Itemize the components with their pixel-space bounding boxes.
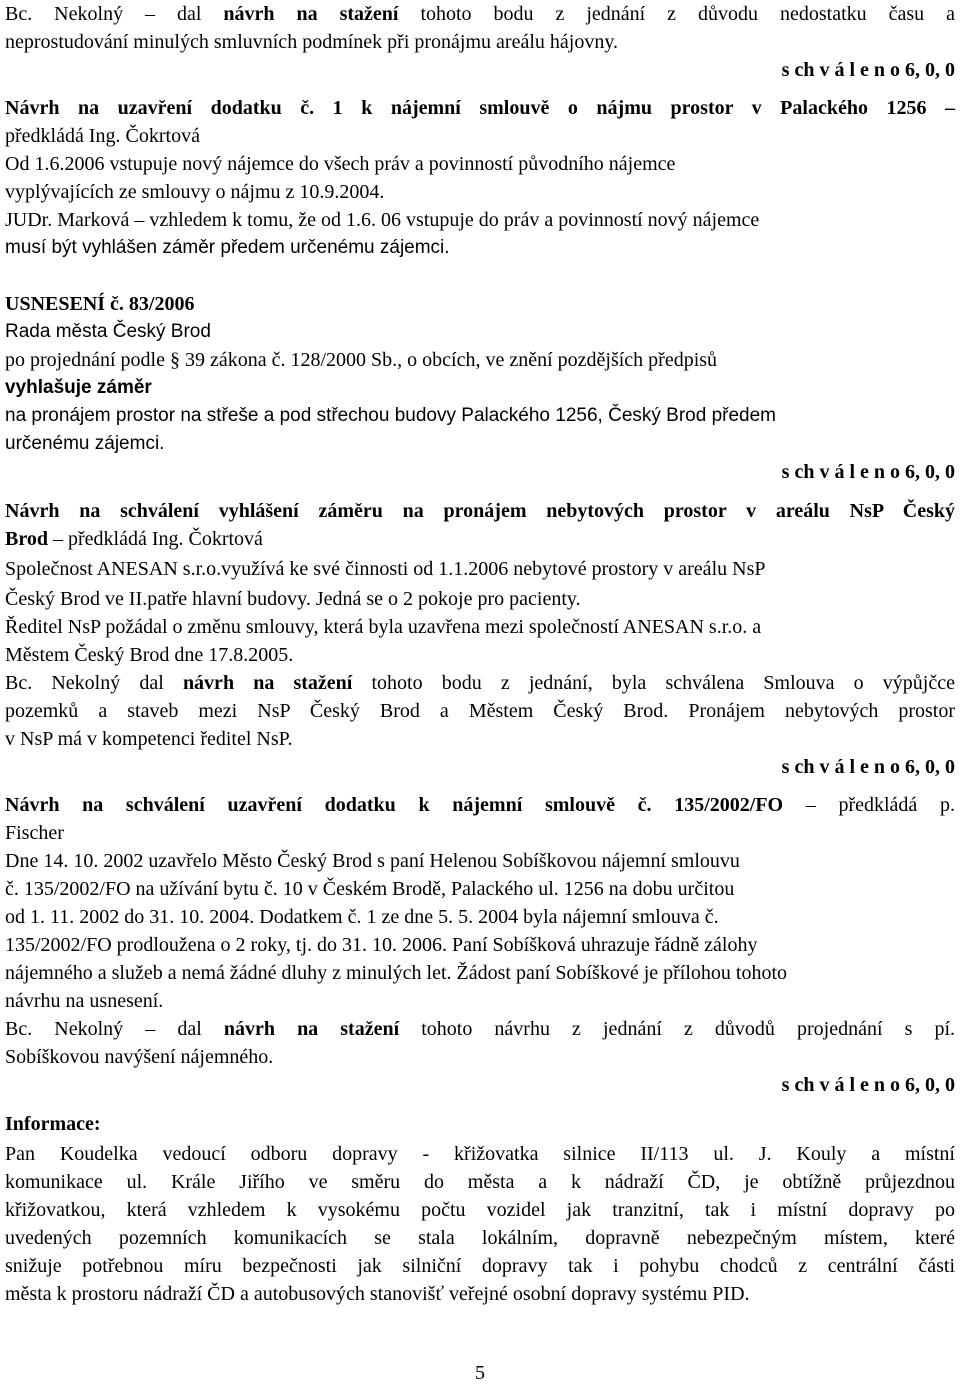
text-line: Rada města Český Brod — [5, 321, 211, 342]
text-line: neprostudování minulých smluvních podmínek při pronájmu areálu hájovny. — [5, 31, 619, 53]
text-line: pozemků a staveb mezi NsP Český Brod a Městem Český Brod. Pronájem nebytových prostor — [5, 700, 955, 722]
text-line: v NsP má v kompetenci ředitel NsP. — [5, 728, 293, 750]
text-line: vyplývajících ze smlouvy o nájmu z 10.9.2004. — [5, 181, 385, 203]
text-line: určenému zájemci. — [5, 433, 165, 454]
text-line: Bc. Nekolný – dal návrh na stažení tohoto bodu z jednání z důvodu nedostatku času a — [5, 3, 955, 25]
text-line: 135/2002/FO prodloužena o 2 roky, tj. do 31. 10. 2006. Paní Sobíšková uhrazuje řádně zálohy — [5, 934, 758, 956]
text-line: Bc. Nekolný – dal návrh na stažení tohoto návrhu z jednání z důvodů projednání s pí. — [5, 1018, 956, 1040]
text-line: Městem Český Brod dne 17.8.2005. — [5, 644, 294, 666]
text-line: nájemného a služeb a nemá žádné dluhy z minulých let. Žádost paní Sobíškové je přílohou tohoto — [5, 962, 788, 984]
text-line: Pan Koudelka vedoucí odboru dopravy - křižovatka silnice II/113 ul. J. Kouly a místní — [5, 1143, 955, 1165]
text-line: předkládá Ing. Čokrtová — [5, 125, 200, 147]
text-line: Brod – předkládá Ing. Čokrtová — [5, 528, 263, 550]
text-line: Fischer — [5, 822, 64, 844]
text-line: musí být vyhlášen záměr předem určenému zájemci. — [5, 237, 450, 258]
text-line: návrhu na usnesení. — [5, 990, 164, 1012]
approval-line: s ch v á l e n o 6, 0, 0 — [781, 59, 955, 81]
section-heading: Informace: — [5, 1113, 101, 1135]
text-line: Od 1.6.2006 vstupuje nový nájemce do všech práv a povinností původního nájemce — [5, 153, 676, 175]
text-line: Český Brod ve II.patře hlavní budovy. Jedná se o 2 pokoje pro pacienty. — [5, 588, 581, 610]
text-line: města k prostoru nádraží ČD a autobusových stanovišť veřejné osobní dopravy systému PID. — [5, 1283, 750, 1305]
text-line: Bc. Nekolný dal návrh na stažení tohoto bodu z jednání, byla schválena Smlouva o výpůjčce — [5, 672, 955, 694]
section-heading: Návrh na schválení vyhlášení záměru na pronájem nebytových prostor v areálu NsP Český — [5, 500, 955, 522]
text-line: Sobíškovou navýšení nájemného. — [5, 1046, 274, 1068]
section-heading: Návrh na uzavření dodatku č. 1 k nájemní smlouvě o nájmu prostor v Palackého 1256 – — [5, 97, 955, 119]
text-line: Společnost ANESAN s.r.o.využívá ke své činnosti od 1.1.2006 nebytové prostory v areálu NsP — [5, 558, 766, 580]
page-number: 5 — [475, 1362, 485, 1384]
section-heading: Návrh na schválení uzavření dodatku k nájemní smlouvě č. 135/2002/FO – předkládá p. — [5, 794, 955, 816]
text-line: od 1. 11. 2002 do 31. 10. 2004. Dodatkem č. 1 ze dne 5. 5. 2004 byla nájemní smlouva č. — [5, 906, 719, 928]
approval-line: s ch v á l e n o 6, 0, 0 — [781, 461, 955, 483]
text-line: vyhlašuje záměr — [5, 377, 152, 398]
approval-line: s ch v á l e n o 6, 0, 0 — [781, 1074, 955, 1096]
text-line: Dne 14. 10. 2002 uzavřelo Město Český Brod s paní Helenou Sobíškovou nájemní smlouvu — [5, 850, 740, 872]
text-line: č. 135/2002/FO na užívání bytu č. 10 v Českém Brodě, Palackého ul. 1256 na dobu určitou — [5, 878, 735, 900]
resolution-number: USNESENÍ č. 83/2006 — [5, 293, 195, 315]
approval-line: s ch v á l e n o 6, 0, 0 — [781, 756, 955, 778]
text-line: po projednání podle § 39 zákona č. 128/2000 Sb., o obcích, ve znění pozdějších předpisů — [5, 349, 718, 371]
text-line: snižuje potřebnou míru bezpečnosti jak silniční dopravy tak i pohybu chodců z centrální části — [5, 1255, 955, 1277]
text-line: Ředitel NsP požádal o změnu smlouvy, která byla uzavřena mezi společností ANESAN s.r.o. a — [5, 616, 762, 638]
text-line: JUDr. Marková – vzhledem k tomu, že od 1.6. 06 vstupuje do práv a povinností nový nájemce — [5, 209, 760, 231]
text-line: komunikace ul. Krále Jiřího ve směru do města a k nádraží ČD, je obtížně průjezdnou — [5, 1171, 955, 1193]
text-line: křižovatkou, která vzhledem k vysokému počtu vozidel jak tranzitní, tak i místní dopravy po — [5, 1199, 955, 1221]
text-line: uvedených pozemních komunikacích se stala lokálním, dopravně nebezpečným místem, které — [5, 1227, 955, 1249]
text-line: na pronájem prostor na střeše a pod střechou budovy Palackého 1256, Český Brod předem — [5, 405, 777, 426]
